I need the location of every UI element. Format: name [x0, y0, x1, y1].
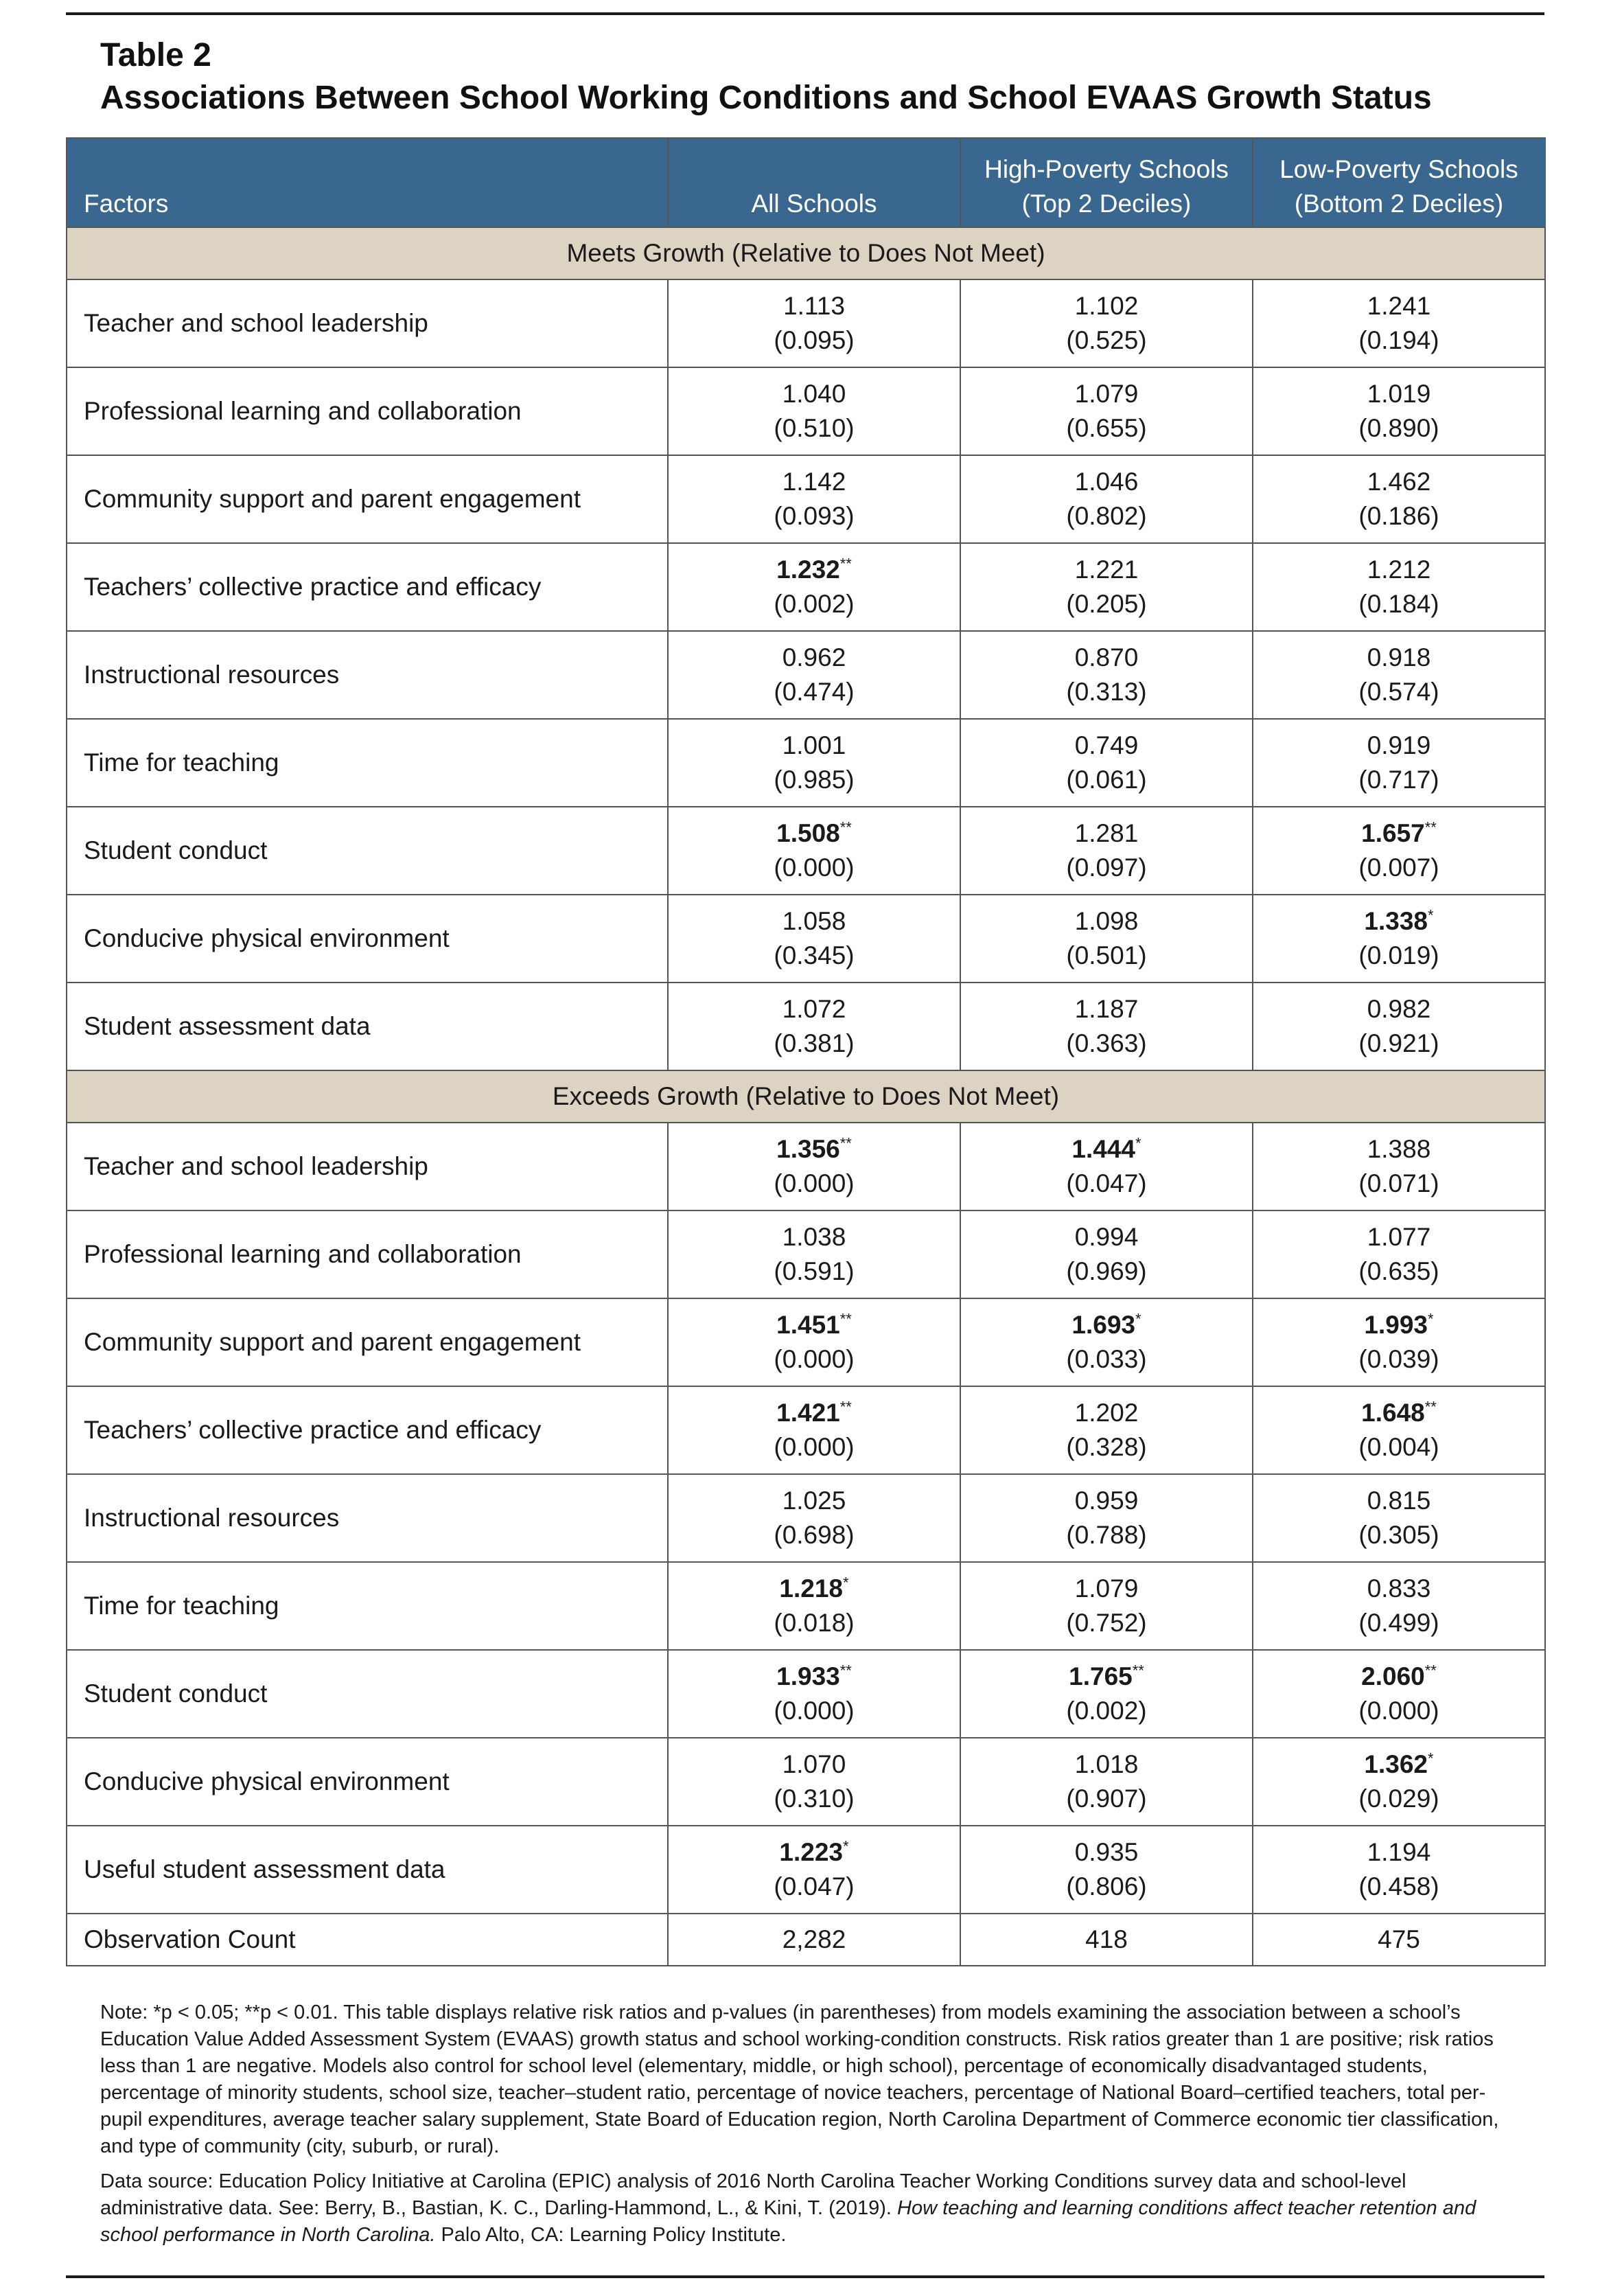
- p-value: (0.788): [1066, 1521, 1147, 1549]
- table-row: [67, 1386, 1545, 1474]
- exceeds-growth-section: [67, 1070, 1545, 1123]
- significance-marker: **: [1424, 1662, 1437, 1679]
- p-value: (0.000): [1358, 1697, 1439, 1725]
- table-row: [67, 1123, 1545, 1210]
- p-value: (0.002): [1066, 1697, 1147, 1725]
- risk-ratio: [669, 816, 959, 851]
- p-value: (0.095): [774, 326, 855, 354]
- risk-ratio: [962, 377, 1251, 411]
- risk-ratio-value: 1.648: [1361, 1399, 1425, 1427]
- cell-high: [960, 279, 1253, 367]
- factor-label: Time for teaching: [67, 1562, 668, 1650]
- cell-all: [668, 1386, 960, 1474]
- risk-ratio: [1254, 816, 1544, 851]
- p-value: (0.501): [1066, 941, 1147, 969]
- risk-ratio-value: 1.077: [1367, 1223, 1431, 1251]
- risk-ratio-value: 1.019: [1367, 380, 1431, 408]
- risk-ratio-value: 1.038: [782, 1223, 846, 1251]
- p-value: (0.635): [1358, 1257, 1439, 1285]
- risk-ratio-value: 0.749: [1074, 731, 1139, 759]
- risk-ratio-value: 1.281: [1074, 819, 1139, 847]
- cell-high: [960, 631, 1253, 719]
- risk-ratio-value: 1.187: [1074, 995, 1139, 1023]
- cell-low: [1253, 983, 1545, 1070]
- p-value: (0.071): [1358, 1169, 1439, 1197]
- table-row: [67, 983, 1545, 1070]
- factor-label: Conducive physical environment: [67, 895, 668, 983]
- risk-ratio: [669, 289, 959, 323]
- risk-ratio: [669, 1220, 959, 1254]
- p-value: (0.061): [1066, 766, 1147, 794]
- p-value: (0.047): [774, 1872, 855, 1901]
- table-row: [67, 1562, 1545, 1650]
- factor-label: Teachers’ collective practice and efficacy: [67, 1386, 668, 1474]
- table-row: [67, 1826, 1545, 1914]
- cell-all: [668, 1123, 960, 1210]
- risk-ratio-value: 1.040: [782, 380, 846, 408]
- cell-high: [960, 367, 1253, 455]
- significance-marker: **: [839, 1398, 852, 1416]
- observation-count-low: 475: [1253, 1914, 1545, 1966]
- risk-ratio-value: 1.102: [1074, 292, 1139, 320]
- p-value: (0.328): [1066, 1433, 1147, 1461]
- cell-low: [1253, 1298, 1545, 1386]
- risk-ratio: [669, 1660, 959, 1694]
- significance-marker: **: [1132, 1662, 1144, 1679]
- p-value: (0.000): [774, 1345, 855, 1373]
- exceeds-growth-section-label: Exceeds Growth (Relative to Does Not Meet): [67, 1070, 1545, 1123]
- factor-label: Professional learning and collaboration: [67, 1210, 668, 1298]
- table-row: [67, 631, 1545, 719]
- cell-low: [1253, 895, 1545, 983]
- table-row: [67, 1738, 1545, 1826]
- significance-marker: **: [839, 1310, 852, 1328]
- factor-label: Student conduct: [67, 807, 668, 895]
- source-suffix: Palo Alto, CA: Learning Policy Institute.: [435, 2224, 787, 2246]
- risk-ratio: [962, 1396, 1251, 1430]
- cell-low: [1253, 1386, 1545, 1474]
- table-row: [67, 1298, 1545, 1386]
- risk-ratio-value: 1.241: [1367, 292, 1431, 320]
- risk-ratio: [962, 553, 1251, 587]
- significance-marker: *: [1135, 1310, 1141, 1328]
- observation-count-label: Observation Count: [67, 1914, 668, 1966]
- risk-ratio: [1254, 289, 1544, 323]
- risk-ratio-value: 1.232: [776, 555, 840, 584]
- risk-ratio: [669, 1572, 959, 1606]
- risk-ratio-value: 1.070: [782, 1750, 846, 1778]
- observation-count-high: 418: [960, 1914, 1253, 1966]
- p-value: (0.313): [1066, 678, 1147, 706]
- risk-ratio: [962, 1132, 1251, 1167]
- risk-ratio-value: 2.060: [1361, 1662, 1425, 1690]
- risk-ratio: [1254, 728, 1544, 763]
- significance-marker: **: [839, 1662, 852, 1679]
- cell-low: [1253, 543, 1545, 631]
- cell-all: [668, 543, 960, 631]
- risk-ratio: [1254, 1747, 1544, 1782]
- header-low-poverty: [1253, 138, 1545, 227]
- p-value: (0.047): [1066, 1169, 1147, 1197]
- risk-ratio: [962, 1572, 1251, 1606]
- significance-marker: *: [843, 1574, 849, 1592]
- cell-all: [668, 719, 960, 807]
- p-value: (0.305): [1358, 1521, 1439, 1549]
- bottom-rule: [66, 2275, 1544, 2278]
- factor-label: Conducive physical environment: [67, 1738, 668, 1826]
- risk-ratio: [962, 1220, 1251, 1254]
- header-low-poverty-line1: Low-Poverty Schools: [1279, 155, 1518, 183]
- significance-marker: *: [843, 1837, 849, 1855]
- risk-ratio-value: 1.508: [776, 819, 840, 847]
- observation-count-all: 2,282: [668, 1914, 960, 1966]
- risk-ratio: [962, 816, 1251, 851]
- risk-ratio: [962, 992, 1251, 1026]
- risk-ratio-value: 1.657: [1361, 819, 1425, 847]
- p-value: (0.574): [1358, 678, 1439, 706]
- cell-low: [1253, 367, 1545, 455]
- risk-ratio-value: 1.223: [779, 1838, 844, 1866]
- table-row: [67, 1210, 1545, 1298]
- table-title: [100, 34, 1542, 119]
- meets-growth-section-label: Meets Growth (Relative to Does Not Meet): [67, 227, 1545, 279]
- p-value: (0.591): [774, 1257, 855, 1285]
- cell-all: [668, 1474, 960, 1562]
- cell-all: [668, 279, 960, 367]
- header-high-poverty-line2: (Top 2 Deciles): [1021, 190, 1192, 218]
- risk-ratio-value: 0.815: [1367, 1486, 1431, 1515]
- table-row: [67, 367, 1545, 455]
- observation-count-row: [67, 1914, 1545, 1966]
- risk-ratio: [1254, 1220, 1544, 1254]
- risk-ratio: [669, 904, 959, 939]
- cell-low: [1253, 1562, 1545, 1650]
- header-row: [67, 138, 1545, 227]
- significance-marker: **: [1424, 818, 1437, 836]
- cell-high: [960, 1386, 1253, 1474]
- risk-ratio-value: 1.113: [783, 292, 845, 320]
- risk-ratio: [669, 1396, 959, 1430]
- risk-ratio-value: 0.959: [1074, 1486, 1139, 1515]
- p-value: (0.499): [1358, 1609, 1439, 1637]
- risk-ratio-value: 1.218: [779, 1574, 844, 1603]
- factor-label: Teacher and school leadership: [67, 1123, 668, 1210]
- risk-ratio-value: 1.362: [1364, 1750, 1428, 1778]
- factor-label: Useful student assessment data: [67, 1826, 668, 1914]
- risk-ratio: [1254, 377, 1544, 411]
- risk-ratio-value: 1.221: [1074, 555, 1139, 584]
- p-value: (0.033): [1066, 1345, 1147, 1373]
- cell-high: [960, 1210, 1253, 1298]
- risk-ratio-value: 0.919: [1367, 731, 1431, 759]
- risk-ratio: [962, 289, 1251, 323]
- significance-marker: **: [839, 1134, 852, 1152]
- p-value: (0.510): [774, 414, 855, 442]
- results-table: [66, 137, 1546, 1966]
- significance-marker: **: [839, 555, 852, 573]
- risk-ratio: [962, 1484, 1251, 1518]
- p-value: (0.363): [1066, 1029, 1147, 1057]
- cell-all: [668, 1826, 960, 1914]
- risk-ratio: [1254, 904, 1544, 939]
- risk-ratio: [962, 1308, 1251, 1342]
- cell-all: [668, 1210, 960, 1298]
- cell-low: [1253, 1826, 1545, 1914]
- p-value: (0.007): [1358, 853, 1439, 882]
- cell-high: [960, 1298, 1253, 1386]
- p-value: (0.310): [774, 1784, 855, 1813]
- table-notes: [100, 1999, 1507, 2257]
- p-value: (0.018): [774, 1609, 855, 1637]
- risk-ratio: [962, 465, 1251, 499]
- cell-low: [1253, 719, 1545, 807]
- top-rule: [66, 12, 1544, 15]
- p-value: (0.525): [1066, 326, 1147, 354]
- risk-ratio-value: 1.018: [1074, 1750, 1139, 1778]
- risk-ratio: [669, 465, 959, 499]
- table-row: [67, 1650, 1545, 1738]
- p-value: (0.717): [1358, 766, 1439, 794]
- significance-marker: *: [1428, 1749, 1434, 1767]
- risk-ratio-value: 0.982: [1367, 995, 1431, 1023]
- header-low-poverty-line2: (Bottom 2 Deciles): [1294, 190, 1504, 218]
- p-value: (0.039): [1358, 1345, 1439, 1373]
- table-row: [67, 543, 1545, 631]
- cell-high: [960, 1562, 1253, 1650]
- risk-ratio-value: 1.079: [1074, 1574, 1139, 1603]
- p-value: (0.921): [1358, 1029, 1439, 1057]
- risk-ratio-value: 1.765: [1069, 1662, 1133, 1690]
- risk-ratio: [669, 728, 959, 763]
- risk-ratio-value: 1.001: [782, 731, 846, 759]
- cell-low: [1253, 1738, 1545, 1826]
- cell-low: [1253, 1123, 1545, 1210]
- risk-ratio: [962, 1835, 1251, 1870]
- p-value: (0.890): [1358, 414, 1439, 442]
- cell-high: [960, 895, 1253, 983]
- p-value: (0.458): [1358, 1872, 1439, 1901]
- cell-low: [1253, 1210, 1545, 1298]
- risk-ratio: [1254, 1396, 1544, 1430]
- risk-ratio-value: 1.338: [1364, 907, 1428, 935]
- risk-ratio: [1254, 553, 1544, 587]
- p-value: (0.000): [774, 853, 855, 882]
- factor-label: Student assessment data: [67, 983, 668, 1070]
- risk-ratio-value: 1.993: [1364, 1311, 1428, 1339]
- source-prefix: Data source: Education Policy Initiative at Carolina (EPIC) analysis of 2016 North Carolina Teacher Working Conditions survey data and school-level administrative data. See: Berry, B., Bastian, K. C., Darling-Hammond, L., & Kini, T. (2019).: [100, 2170, 1406, 2219]
- cell-high: [960, 1650, 1253, 1738]
- risk-ratio: [669, 641, 959, 675]
- significance-marker: *: [1428, 1310, 1434, 1328]
- cell-low: [1253, 631, 1545, 719]
- risk-ratio-value: 1.194: [1367, 1838, 1431, 1866]
- risk-ratio-value: 1.693: [1071, 1311, 1136, 1339]
- risk-ratio: [669, 553, 959, 587]
- p-value: (0.907): [1066, 1784, 1147, 1813]
- p-value: (0.985): [774, 766, 855, 794]
- risk-ratio-value: 1.462: [1367, 468, 1431, 496]
- risk-ratio: [1254, 1308, 1544, 1342]
- factor-label: Community support and parent engagement: [67, 455, 668, 543]
- p-value: (0.029): [1358, 1784, 1439, 1813]
- risk-ratio: [1254, 465, 1544, 499]
- note-text: Note: *p < 0.05; **p < 0.01. This table displays relative risk ratios and p-values (in parentheses) from models examining the association between a school’s Education Value Added Assessment System (EVAAS) growth status and school working-condition constructs. Risk ratios greater than 1 are positive; risk ratios less than 1 are negative. Models also control for school level (elementary, middle, or high school), percentage of economically disadvantaged students, percentage of minority students, school size, teacher–student ratio, percentage of novice teachers, percentage of National Board–certified teachers, total per-pupil expenditures, average teacher salary supplement, State Board of Education region, North Carolina Department of Commerce economic tier classification, and type of community (city, suburb, or rural).: [100, 2001, 1499, 2157]
- risk-ratio-value: 1.212: [1367, 555, 1431, 584]
- source-title: How teaching and learning conditions affect teacher retention and school performance in North Carolina.: [100, 2197, 1476, 2246]
- risk-ratio-value: 1.933: [776, 1662, 840, 1690]
- cell-high: [960, 543, 1253, 631]
- header-high-poverty: [960, 138, 1253, 227]
- p-value: (0.752): [1066, 1609, 1147, 1637]
- cell-low: [1253, 1650, 1545, 1738]
- risk-ratio: [1254, 992, 1544, 1026]
- cell-all: [668, 631, 960, 719]
- p-value: (0.000): [774, 1169, 855, 1197]
- header-all-schools: All Schools: [668, 138, 960, 227]
- risk-ratio-value: 1.046: [1074, 468, 1139, 496]
- table-row: [67, 719, 1545, 807]
- cell-high: [960, 983, 1253, 1070]
- risk-ratio: [1254, 1835, 1544, 1870]
- p-value: (0.381): [774, 1029, 855, 1057]
- cell-low: [1253, 455, 1545, 543]
- factor-label: Professional learning and collaboration: [67, 367, 668, 455]
- risk-ratio-value: 1.388: [1367, 1135, 1431, 1163]
- risk-ratio-value: 1.058: [782, 907, 846, 935]
- risk-ratio: [1254, 1660, 1544, 1694]
- risk-ratio: [669, 1484, 959, 1518]
- cell-all: [668, 983, 960, 1070]
- p-value: (0.000): [774, 1697, 855, 1725]
- p-value: (0.093): [774, 502, 855, 530]
- cell-all: [668, 455, 960, 543]
- risk-ratio-value: 0.994: [1074, 1223, 1139, 1251]
- p-value: (0.097): [1066, 853, 1147, 882]
- cell-all: [668, 1650, 960, 1738]
- p-value: (0.345): [774, 941, 855, 969]
- header-factors: Factors: [67, 138, 668, 227]
- source-text: [100, 2168, 1507, 2249]
- cell-all: [668, 807, 960, 895]
- risk-ratio: [669, 1132, 959, 1167]
- risk-ratio: [1254, 1484, 1544, 1518]
- risk-ratio: [962, 728, 1251, 763]
- risk-ratio-value: 0.833: [1367, 1574, 1431, 1603]
- risk-ratio-value: 1.098: [1074, 907, 1139, 935]
- significance-marker: **: [1424, 1398, 1437, 1416]
- risk-ratio-value: 0.918: [1367, 643, 1431, 671]
- risk-ratio: [962, 1747, 1251, 1782]
- risk-ratio: [962, 1660, 1251, 1694]
- risk-ratio-value: 0.870: [1074, 643, 1139, 671]
- factor-label: Community support and parent engagement: [67, 1298, 668, 1386]
- risk-ratio: [669, 1747, 959, 1782]
- p-value: (0.655): [1066, 414, 1147, 442]
- risk-ratio: [669, 1835, 959, 1870]
- cell-low: [1253, 1474, 1545, 1562]
- factor-label: Time for teaching: [67, 719, 668, 807]
- risk-ratio: [1254, 641, 1544, 675]
- p-value: (0.194): [1358, 326, 1439, 354]
- cell-low: [1253, 279, 1545, 367]
- table-caption: Associations Between School Working Conditions and School EVAAS Growth Status: [100, 80, 1432, 116]
- risk-ratio-value: 0.962: [782, 643, 846, 671]
- factor-label: Teachers’ collective practice and efficacy: [67, 543, 668, 631]
- risk-ratio: [669, 377, 959, 411]
- cell-all: [668, 1738, 960, 1826]
- risk-ratio-value: 1.072: [782, 995, 846, 1023]
- cell-all: [668, 895, 960, 983]
- p-value: (0.205): [1066, 590, 1147, 618]
- cell-all: [668, 1562, 960, 1650]
- significance-marker: *: [1135, 1134, 1141, 1152]
- table-row: [67, 807, 1545, 895]
- factor-label: Teacher and school leadership: [67, 279, 668, 367]
- risk-ratio-value: 1.421: [776, 1399, 840, 1427]
- cell-low: [1253, 807, 1545, 895]
- risk-ratio-value: 1.142: [782, 468, 846, 496]
- cell-high: [960, 1738, 1253, 1826]
- p-value: (0.002): [774, 590, 855, 618]
- p-value: (0.698): [774, 1521, 855, 1549]
- meets-growth-section: [67, 227, 1545, 279]
- significance-marker: **: [839, 818, 852, 836]
- significance-marker: *: [1428, 906, 1434, 924]
- table-row: [67, 1474, 1545, 1562]
- p-value: (0.802): [1066, 502, 1147, 530]
- table-number: Table 2: [100, 37, 211, 73]
- header-high-poverty-line1: High-Poverty Schools: [984, 155, 1229, 183]
- table-row: [67, 895, 1545, 983]
- risk-ratio-value: 1.202: [1074, 1399, 1139, 1427]
- p-value: (0.004): [1358, 1433, 1439, 1461]
- cell-high: [960, 455, 1253, 543]
- cell-high: [960, 1123, 1253, 1210]
- risk-ratio-value: 1.444: [1071, 1135, 1136, 1163]
- p-value: (0.474): [774, 678, 855, 706]
- p-value: (0.806): [1066, 1872, 1147, 1901]
- risk-ratio: [962, 641, 1251, 675]
- p-value: (0.000): [774, 1433, 855, 1461]
- table-row: [67, 455, 1545, 543]
- risk-ratio: [1254, 1132, 1544, 1167]
- cell-high: [960, 719, 1253, 807]
- risk-ratio-value: 1.079: [1074, 380, 1139, 408]
- risk-ratio-value: 0.935: [1074, 1838, 1139, 1866]
- cell-high: [960, 807, 1253, 895]
- factor-label: Instructional resources: [67, 631, 668, 719]
- risk-ratio: [669, 992, 959, 1026]
- cell-all: [668, 1298, 960, 1386]
- cell-high: [960, 1474, 1253, 1562]
- factor-label: Instructional resources: [67, 1474, 668, 1562]
- table-row: [67, 279, 1545, 367]
- risk-ratio-value: 1.451: [776, 1311, 840, 1339]
- cell-all: [668, 367, 960, 455]
- p-value: (0.969): [1066, 1257, 1147, 1285]
- risk-ratio: [1254, 1572, 1544, 1606]
- cell-high: [960, 1826, 1253, 1914]
- risk-ratio: [962, 904, 1251, 939]
- p-value: (0.019): [1358, 941, 1439, 969]
- risk-ratio-value: 1.356: [776, 1135, 840, 1163]
- p-value: (0.186): [1358, 502, 1439, 530]
- risk-ratio-value: 1.025: [782, 1486, 846, 1515]
- p-value: (0.184): [1358, 590, 1439, 618]
- risk-ratio: [669, 1308, 959, 1342]
- factor-label: Student conduct: [67, 1650, 668, 1738]
